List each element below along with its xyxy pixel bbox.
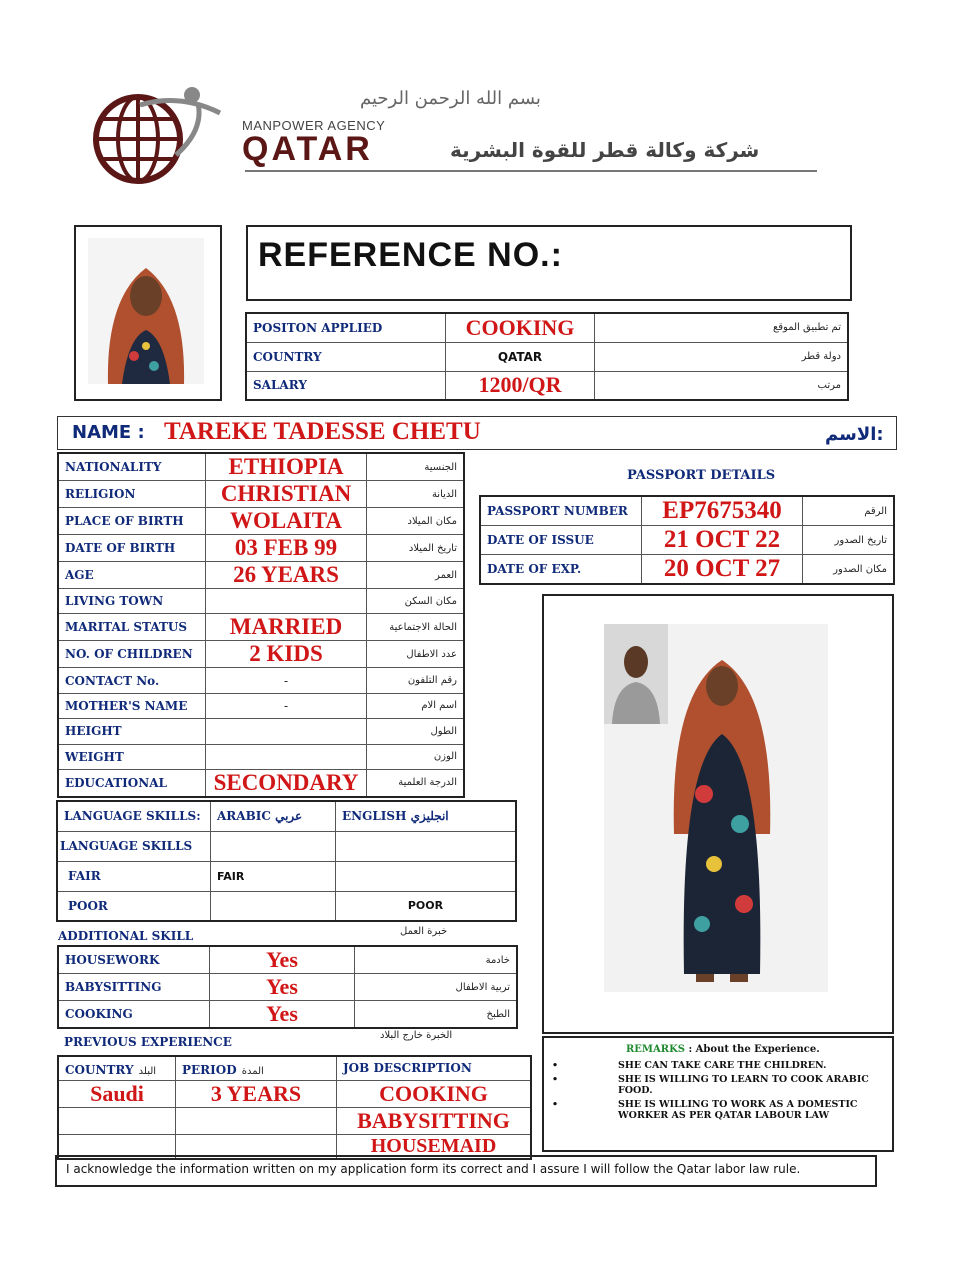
table-row (57, 891, 516, 921)
field-value: WOLAITA (206, 508, 367, 535)
remark-text: SHE IS WILLING TO LEARN TO COOK ARABIC FOOD. (618, 1074, 869, 1096)
table-row (57, 831, 516, 861)
country-header (58, 1056, 176, 1080)
table-row (480, 555, 894, 585)
table-row (58, 668, 464, 693)
field-label-ar: الحالة الاجتماعية (367, 614, 465, 641)
field-label-ar: دولة قطر (595, 342, 849, 371)
name-label: NAME : (72, 422, 145, 443)
reference-label: REFERENCE NO.: (258, 236, 563, 274)
table-row (58, 535, 464, 562)
field-label: PASSPORT NUMBER (480, 496, 642, 526)
table-cell (211, 891, 336, 921)
field-label: FAIR (57, 861, 211, 891)
field-label: HOUSEWORK (58, 946, 210, 974)
field-label: POSITON APPLIED (246, 313, 446, 342)
field-value: 2 KIDS (206, 641, 367, 668)
field-label-ar: مكان الميلاد (367, 508, 465, 535)
expiry-date: 20 OCT 27 (642, 555, 803, 585)
field-label: PLACE OF BIRTH (58, 508, 206, 535)
additional-skill-title: ADDITIONAL SKILL (58, 929, 194, 943)
acknowledgement-text: I acknowledge the information written on my application form its correct and I assure I will follow the Qatar labor law rule. (66, 1162, 801, 1176)
field-label: MARITAL STATUS (58, 614, 206, 641)
field-value (206, 744, 367, 769)
field-label: DATE OF EXP. (480, 555, 642, 585)
field-label-ar: اسم الام (367, 693, 465, 718)
field-label-ar: الطول (367, 719, 465, 744)
experience-country: Saudi (58, 1080, 176, 1107)
table-row (57, 861, 516, 891)
field-value: COOKING (446, 313, 595, 342)
table-row (58, 946, 517, 974)
passport-title: PASSPORT DETAILS (627, 468, 776, 483)
field-label: MOTHER'S NAME (58, 693, 206, 718)
issue-date: 21 OCT 22 (642, 526, 803, 555)
field-label-ar: مكان الصدور (803, 555, 895, 585)
bullet-icon: • (552, 1099, 559, 1110)
table-row (58, 974, 517, 1001)
remarks-box (542, 1036, 894, 1152)
remarks-label: REMARKS (626, 1044, 685, 1055)
table-row (480, 496, 894, 526)
field-label-ar: تاريخ الصدور (803, 526, 895, 555)
field-label: AGE (58, 562, 206, 589)
table-row (58, 1056, 531, 1080)
field-label-ar: تربية الاطفال (355, 974, 518, 1001)
remarks-list (552, 1060, 882, 1121)
agency-qatar-wordmark: QATAR (242, 130, 373, 168)
agency-name-en: MANPOWER AGENCY (242, 118, 386, 133)
field-label-ar: تاريخ الميلاد (367, 535, 465, 562)
field-value: QATAR (446, 342, 595, 371)
period-header-label: PERIOD (182, 1062, 237, 1077)
table-cell (336, 861, 517, 891)
table-row (246, 342, 848, 371)
field-label-ar: عدد الاطفال (367, 641, 465, 668)
field-value: 1200/QR (446, 371, 595, 400)
table-row (246, 371, 848, 400)
table-row (58, 693, 464, 718)
portrait-photo (88, 238, 204, 384)
table-cell (58, 1107, 176, 1134)
position-table (245, 312, 849, 401)
passport-table (479, 495, 895, 585)
table-row (58, 481, 464, 508)
personal-details-table (57, 452, 465, 798)
remark-text: SHE CAN TAKE CARE THE CHILDREN. (618, 1060, 827, 1071)
table-row (58, 1107, 531, 1134)
name-label-ar: الاسم: (825, 424, 884, 445)
field-label-ar: الطبخ (355, 1001, 518, 1029)
full-body-photo (604, 624, 828, 992)
job-description: HOUSEMAID (337, 1134, 532, 1159)
language-header: LANGUAGE SKILLS: (57, 801, 211, 831)
field-label-ar: الرقم (803, 496, 895, 526)
table-row (58, 614, 464, 641)
country-header-ar: البلد (138, 1065, 157, 1077)
field-value (206, 719, 367, 744)
field-label: WEIGHT (58, 744, 206, 769)
remarks-heading (626, 1044, 820, 1055)
field-label: COOKING (58, 1001, 210, 1029)
skill-value: Yes (210, 974, 355, 1001)
additional-skill-title-ar: خبرة العمل (400, 926, 448, 937)
skill-value: Yes (210, 946, 355, 974)
bullet-icon: • (552, 1060, 559, 1071)
job-description: BABYSITTING (337, 1107, 532, 1134)
field-label: HEIGHT (58, 719, 206, 744)
field-label-ar: الجنسية (367, 453, 465, 481)
table-row (58, 453, 464, 481)
field-label: NATIONALITY (58, 453, 206, 481)
table-row (58, 562, 464, 589)
field-label: SALARY (246, 371, 446, 400)
field-value: CHRISTIAN (206, 481, 367, 508)
list-item (552, 1060, 882, 1071)
arabic-header: ARABIC عربي (211, 801, 336, 831)
field-label: COUNTRY (246, 342, 446, 371)
remarks-suffix: : About the Experience. (688, 1044, 820, 1055)
language-skills-table (56, 800, 517, 922)
agency-name-ar: شركة وكالة قطر للقوة البشرية (450, 138, 760, 162)
table-row (58, 719, 464, 744)
job-header: JOB DESCRIPTION (337, 1056, 532, 1080)
field-label-ar: مرتب (595, 371, 849, 400)
table-row (58, 1080, 531, 1107)
english-header: ENGLISH انجليزي (336, 801, 517, 831)
table-row (246, 313, 848, 342)
table-cell (211, 831, 336, 861)
table-row (58, 508, 464, 535)
table-row (57, 801, 516, 831)
field-value: - (206, 668, 367, 693)
passport-number: EP7675340 (642, 496, 803, 526)
table-cell (336, 831, 517, 861)
period-header (176, 1056, 337, 1080)
experience-period: 3 YEARS (176, 1080, 337, 1107)
english-level: POOR (336, 891, 517, 921)
field-label: CONTACT No. (58, 668, 206, 693)
field-label: RELIGION (58, 481, 206, 508)
table-row (58, 641, 464, 668)
field-value: 03 FEB 99 (206, 535, 367, 562)
agency-logo-globe (80, 85, 230, 185)
period-header-ar: المدة (241, 1065, 264, 1077)
field-label-ar: مكان السكن (367, 589, 465, 614)
header-divider (245, 170, 817, 172)
field-label: DATE OF ISSUE (480, 526, 642, 555)
table-row (480, 526, 894, 555)
table-cell (176, 1107, 337, 1134)
field-label-ar: العمر (367, 562, 465, 589)
field-value: ETHIOPIA (206, 453, 367, 481)
field-label: BABYSITTING (58, 974, 210, 1001)
remark-text: SHE IS WILLING TO WORK AS A DOMESTIC WORKER AS PER QATAR LABOUR LAW (618, 1099, 858, 1121)
field-value: MARRIED (206, 614, 367, 641)
skill-value: Yes (210, 1001, 355, 1029)
field-label: NO. OF CHILDREN (58, 641, 206, 668)
field-label-ar: الديانة (367, 481, 465, 508)
list-item (552, 1074, 882, 1096)
table-row (58, 769, 464, 797)
list-item (552, 1099, 882, 1121)
country-header-label: COUNTRY (65, 1062, 134, 1077)
field-label: LANGUAGE SKILLS (57, 831, 211, 861)
field-value (206, 589, 367, 614)
job-description: COOKING (337, 1080, 532, 1107)
previous-experience-title-ar: الخبرة خارج البلاد (380, 1030, 453, 1041)
arabic-level: FAIR (211, 861, 336, 891)
field-value: - (206, 693, 367, 718)
field-label: POOR (57, 891, 211, 921)
field-label-ar: تم تطبيق الموقع (595, 313, 849, 342)
bismillah-calligraphy: بسم الله الرحمن الرحيم (360, 88, 541, 109)
field-label-ar: الدرجة العلمية (367, 769, 465, 797)
field-label-ar: رقم التلفون (367, 668, 465, 693)
experience-table (57, 1055, 532, 1160)
field-label-ar: الوزن (367, 744, 465, 769)
field-value: SECONDARY (206, 769, 367, 797)
table-row (58, 1001, 517, 1029)
field-label: DATE OF BIRTH (58, 535, 206, 562)
applicant-name: TAREKE TADESSE CHETU (164, 418, 481, 445)
field-label: LIVING TOWN (58, 589, 206, 614)
previous-experience-title: PREVIOUS EXPERIENCE (64, 1035, 232, 1049)
field-label-ar: خادمة (355, 946, 518, 974)
table-row (58, 744, 464, 769)
table-row (58, 589, 464, 614)
field-label: EDUCATIONAL (58, 769, 206, 797)
field-value: 26 YEARS (206, 562, 367, 589)
additional-skill-table (57, 945, 518, 1029)
bullet-icon: • (552, 1074, 559, 1085)
